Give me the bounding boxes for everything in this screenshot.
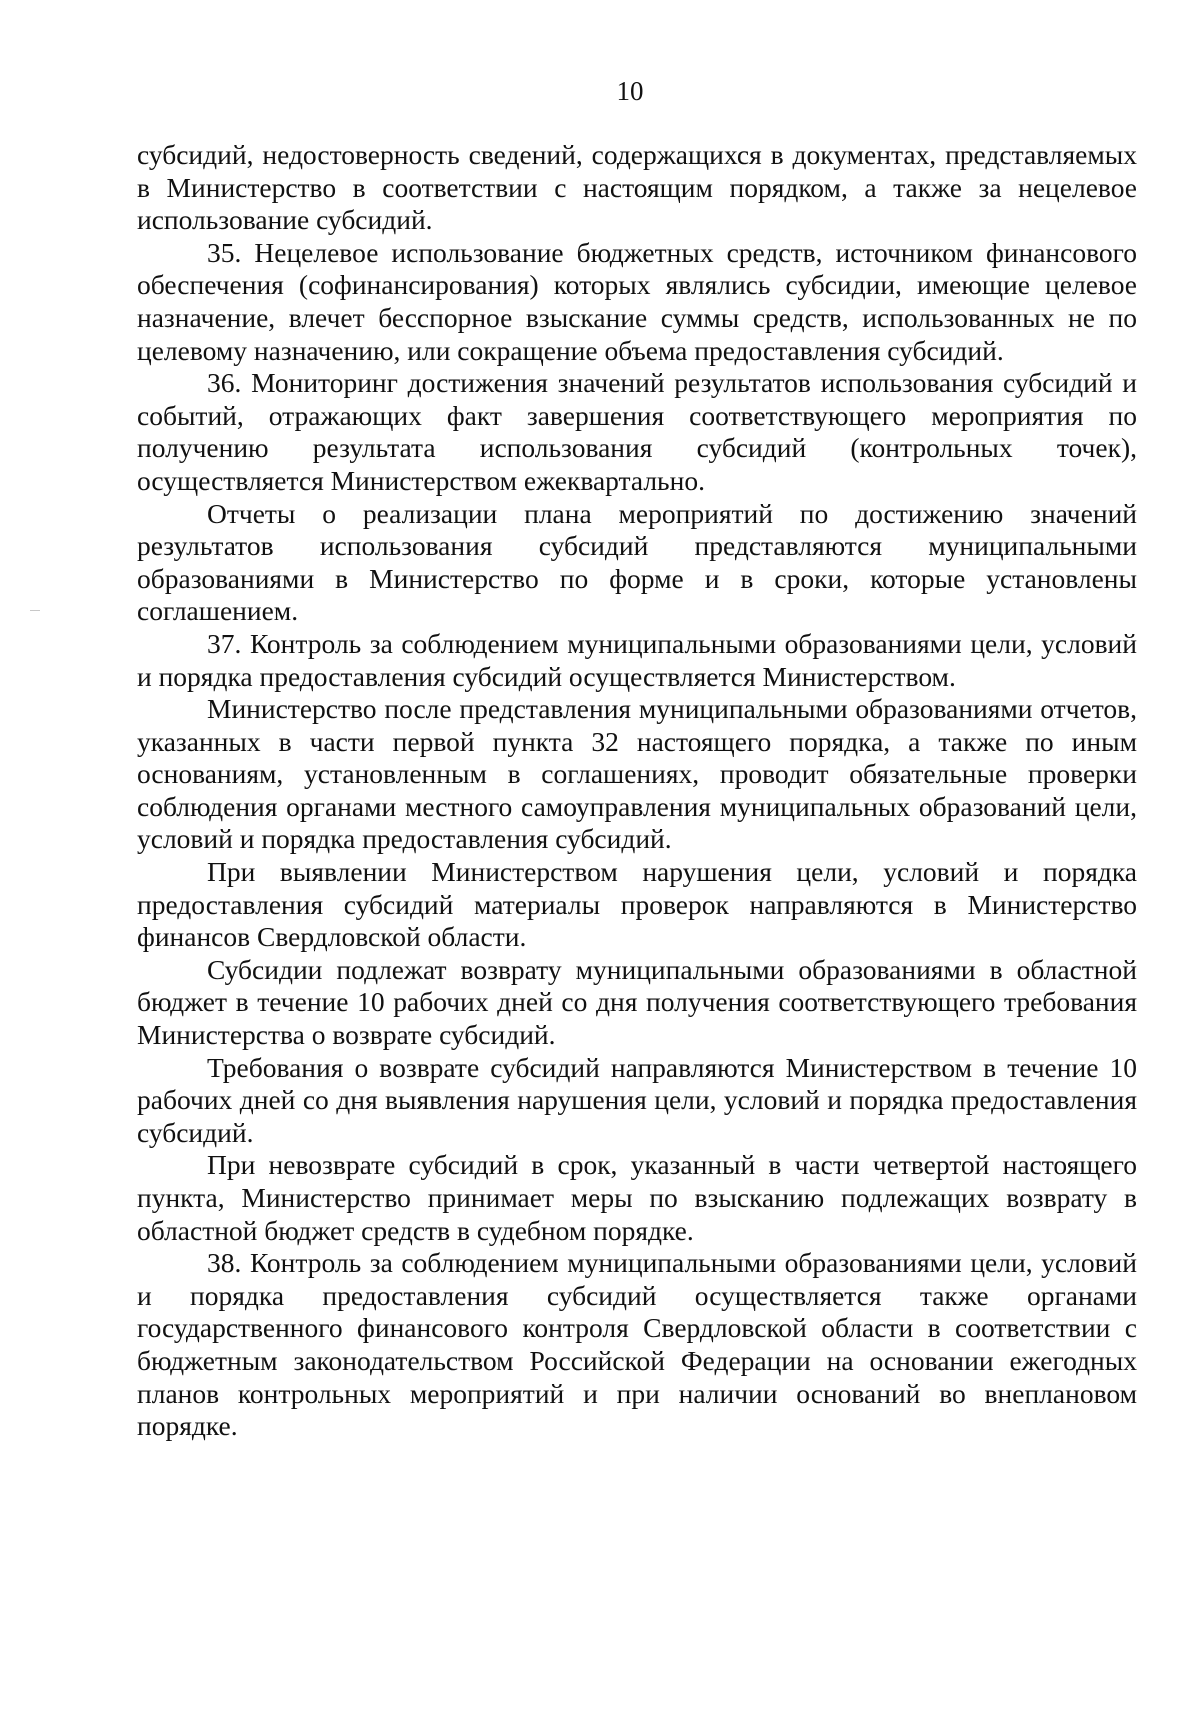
paragraph-36-reports: Отчеты о реализации плана мероприятий по достижению значений результатов использования субсидий представляются муниципальными образованиями в Министерство по форме и в сроки, которые установлены соглашением. <box>137 497 1137 627</box>
paragraph-37: 37. Контроль за соблюдением муниципальными образованиями цели, условий и порядка предоставления субсидий осуществляется Министерством. <box>137 627 1137 692</box>
page-number: 10 <box>616 76 644 106</box>
paragraph-continuation: субсидий, недостоверность сведений, содержащихся в документах, представляемых в Министерство в соответствии с настоящим порядком, а также за нецелевое использование субсидий. <box>137 139 1137 236</box>
paragraph-37-refund-requests: Требования о возврате субсидий направляются Министерством в течение 10 рабочих дней со дня выявления нарушения цели, условий и порядка предоставления субсидий. <box>137 1051 1137 1148</box>
paragraph-38: 38. Контроль за соблюдением муниципальными образованиями цели, условий и порядка предоставления субсидий осуществляется также органами государственного финансового контроля Свердловской области в соответствии с бюджетным законодательством Российской Федерации на основании ежегодных планов контрольных мероприятий и при наличии оснований во внеплановом порядке. <box>137 1247 1137 1442</box>
document-body <box>137 139 1137 1443</box>
scan-mark <box>30 610 40 611</box>
paragraph-37-violations: При выявлении Министерством нарушения цели, условий и порядка предоставления субсидий материалы проверок направляются в Министерство финансов Свердловской области. <box>137 856 1137 953</box>
paragraph-37-nonreturn: При невозврате субсидий в срок, указанный в части четвертой настоящего пункта, Министерство принимает меры по взысканию подлежащих возврату в областной бюджет средств в судебном порядке. <box>137 1149 1137 1246</box>
paragraph-36: 36. Мониторинг достижения значений результатов использования субсидий и событий, отражающих факт завершения соответствующего мероприятия по получению результата использования субсидий (контрольных точек), осуществляется Министерством ежеквартально. <box>137 367 1137 496</box>
paragraph-37-inspections: Министерство после представления муниципальными образованиями отчетов, указанных в части первой пункта 32 настоящего порядка, а также по иным основаниям, установленным в соглашениях, проводит обязательные проверки соблюдения органами местного самоуправления муниципальных образований цели, условий и порядка предоставления субсидий. <box>137 693 1137 855</box>
paragraph-37-refund: Субсидии подлежат возврату муниципальными образованиями в областной бюджет в течение 10 рабочих дней со дня получения соответствующего требования Министерства о возврате субсидий. <box>137 953 1137 1051</box>
paragraph-35: 35. Нецелевое использование бюджетных средств, источником финансового обеспечения (софинансирования) которых являлись субсидии, имеющие целевое назначение, влечет бесспорное взыскание суммы средств, использованных не по целевому назначению, или сокращение объема предоставления субсидий. <box>137 236 1137 366</box>
